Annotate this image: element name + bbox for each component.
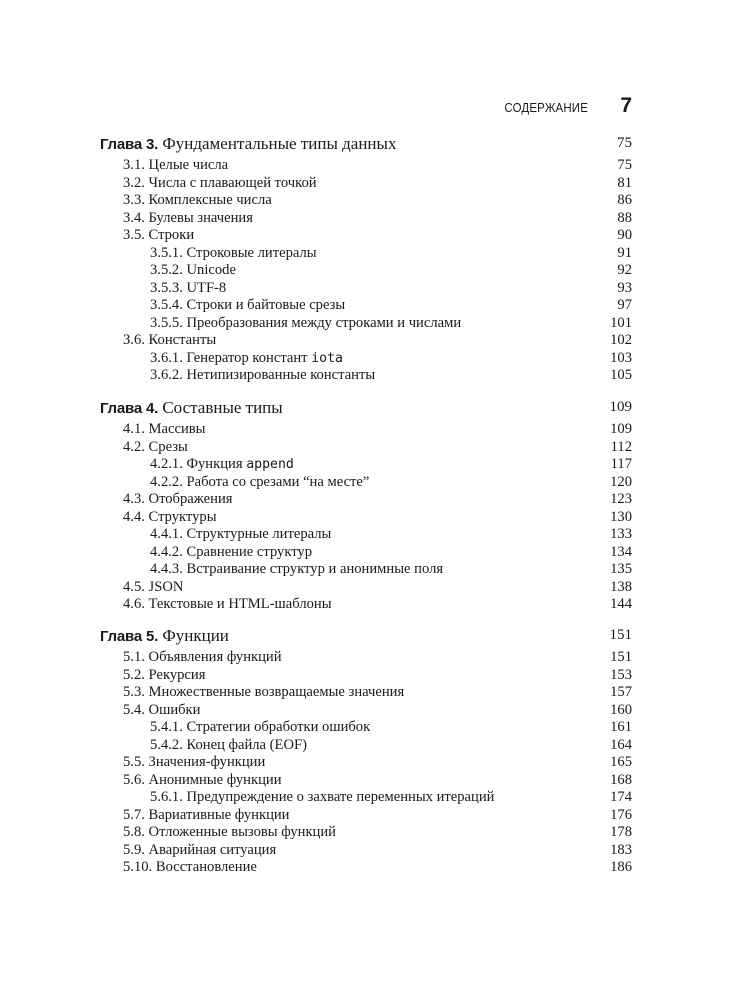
entry-title-text: 5.2. Рекурсия (123, 666, 206, 683)
toc-subsection (150, 315, 632, 333)
entry-page-number: 160 (610, 701, 632, 718)
entry-title-text: 4.4.2. Сравнение структур (150, 543, 313, 560)
entry-title-text: 5.8. Отложенные вызовы функций (123, 824, 336, 840)
entry-title (123, 157, 228, 174)
chapter-label (100, 398, 283, 418)
entry-title (123, 227, 194, 244)
entry-title-text: 3.6.1. Генератор констант (150, 349, 312, 366)
entry-title-text: 5.10. Восстановление (123, 859, 257, 875)
entry-title (150, 561, 443, 578)
entry-page-number: 90 (617, 227, 632, 243)
entry-title (123, 824, 336, 841)
entry-title-text: 5.6. Анонимные функции (123, 771, 282, 788)
entry-title-text: 3.5.1. Строковые литералы (150, 244, 317, 261)
entry-page-number: 117 (610, 456, 632, 472)
entry-page-number: 93 (617, 279, 632, 296)
entry-page-number: 91 (617, 244, 632, 261)
entry-page-number: 105 (610, 367, 632, 383)
entry-page-number: 97 (617, 297, 632, 313)
entry-title-text: 3.5.5. Преобразования между строками и числами (150, 314, 462, 331)
entry-title-text: 5.4.1. Стратегии обработки ошибок (150, 719, 371, 735)
entry-title-text: 5.4. Ошибки (123, 701, 201, 718)
entry-page-number: 86 (617, 192, 632, 208)
entry-page-number: 101 (610, 314, 632, 331)
entry-code-keyword: append (246, 457, 294, 472)
toc-section (123, 667, 632, 685)
toc-subsection (150, 544, 632, 562)
chapter-label (100, 134, 396, 154)
entry-title (123, 754, 265, 771)
toc-subsection (150, 350, 632, 368)
entry-title (123, 596, 332, 613)
entry-page-number: 168 (610, 771, 632, 788)
toc-section (123, 684, 632, 702)
chapter-label (100, 626, 229, 646)
entry-title (150, 367, 375, 384)
chapter-page-number: 151 (609, 627, 632, 643)
entry-page-number: 130 (610, 508, 632, 525)
entry-title-text: 4.3. Отображения (123, 491, 233, 507)
chapter-number: Глава 4. (100, 400, 159, 417)
entry-page-number: 123 (610, 491, 632, 507)
entry-page-number: 178 (610, 824, 632, 840)
toc-subsection (150, 297, 632, 315)
entry-page-number: 102 (610, 332, 632, 348)
chapter-page-number: 109 (609, 399, 632, 415)
entry-page-number: 183 (610, 841, 632, 858)
entry-title-text: 4.4.1. Структурные литералы (150, 526, 332, 542)
chapter-heading (100, 398, 632, 420)
toc-subsection (150, 367, 632, 385)
entry-title (150, 350, 343, 367)
entry-title-text: 3.5.4. Строки и байтовые срезы (150, 297, 346, 313)
entry-title (150, 315, 461, 332)
entry-title (123, 332, 216, 349)
running-head (100, 96, 632, 120)
entry-page-number: 165 (610, 754, 632, 770)
entry-page-number: 164 (610, 736, 632, 753)
entry-page-number: 176 (610, 806, 632, 823)
entry-title (150, 789, 494, 806)
entry-title (150, 456, 294, 473)
chapter-title: Фундаментальные типы данных (162, 134, 397, 153)
entry-page-number: 157 (610, 684, 632, 700)
entry-title (123, 439, 188, 456)
toc-section (123, 579, 632, 597)
entry-title-text: 4.4.3. Встраивание структур и анонимные поля (150, 561, 444, 577)
entry-page-number: 120 (610, 473, 632, 490)
entry-page-number: 134 (610, 543, 632, 560)
toc-subsection (150, 789, 632, 807)
entry-title (123, 649, 282, 666)
entry-page-number: 81 (617, 174, 632, 191)
toc-section (123, 210, 632, 228)
entry-page-number: 174 (610, 789, 632, 805)
entry-title (123, 175, 317, 192)
entry-title-text: 4.2.1. Функция (150, 456, 247, 472)
entry-title (150, 526, 331, 543)
entry-title (123, 509, 217, 526)
entry-page-number: 112 (610, 438, 632, 455)
chapter-heading (100, 626, 632, 648)
entry-title-text: 4.1. Массивы (123, 421, 206, 437)
entry-title (123, 421, 205, 438)
toc-subsection (150, 474, 632, 492)
chapter-title: Функции (162, 626, 229, 645)
toc-subsection (150, 561, 632, 579)
toc-section (123, 702, 632, 720)
entry-title (123, 772, 282, 789)
entry-title (123, 210, 253, 227)
entry-title (123, 842, 276, 859)
toc-subsection (150, 456, 632, 474)
toc-section (123, 824, 632, 842)
toc-section (123, 192, 632, 210)
toc-subsection (150, 526, 632, 544)
toc-subsection (150, 737, 632, 755)
entry-title-text: 3.5.2. Unicode (150, 262, 236, 278)
running-head-label: СОДЕРЖАНИЕ (504, 100, 588, 115)
entry-title-text: 4.4. Структуры (123, 508, 217, 525)
entry-title-text: 3.5. Строки (123, 227, 195, 243)
entry-page-number: 88 (617, 209, 632, 226)
entry-page-number: 109 (610, 421, 632, 437)
toc-section (123, 754, 632, 772)
entry-title (150, 280, 226, 297)
toc-subsection (150, 245, 632, 263)
entry-title (150, 297, 345, 314)
entry-title (123, 684, 404, 701)
chapter-number: Глава 3. (100, 136, 159, 153)
entry-title-text: 4.5. JSON (123, 578, 184, 595)
toc-section (123, 509, 632, 527)
entry-title-text: 3.2. Числа с плавающей точкой (123, 174, 317, 191)
entry-title-text: 5.7. Вариативные функции (123, 806, 290, 823)
toc-section (123, 649, 632, 667)
entry-title (123, 491, 232, 508)
entry-title (150, 262, 236, 279)
entry-title (123, 579, 183, 596)
entry-title-text: 5.4.2. Конец файла (EOF) (150, 736, 307, 753)
toc-section (123, 439, 632, 457)
entry-title (150, 737, 307, 754)
entry-title (123, 192, 272, 209)
toc-subsection (150, 280, 632, 298)
entry-page-number: 92 (617, 262, 632, 278)
entry-title (123, 667, 205, 684)
entry-title-text: 5.9. Аварийная ситуация (123, 841, 277, 858)
page-number: 7 (620, 94, 632, 117)
toc-section (123, 421, 632, 439)
entry-page-number: 186 (610, 859, 632, 875)
entry-page-number: 133 (610, 526, 632, 542)
entry-title-text: 4.2. Срезы (123, 438, 188, 455)
toc-section (123, 227, 632, 245)
toc-section (123, 842, 632, 860)
entry-title-text: 3.5.3. UTF-8 (150, 279, 227, 296)
toc-section (123, 175, 632, 193)
entry-title (150, 544, 312, 561)
toc-section (123, 157, 632, 175)
toc-section (123, 596, 632, 614)
entry-page-number: 138 (610, 578, 632, 595)
toc-subsection (150, 262, 632, 280)
chapter-number: Глава 5. (100, 628, 159, 645)
entry-title-text: 4.2.2. Работа со срезами “на месте” (150, 473, 370, 490)
entry-page-number: 135 (610, 561, 632, 577)
entry-page-number: 75 (617, 157, 632, 173)
toc-section (123, 807, 632, 825)
entry-title-text: 5.6.1. Предупреждение о захвате переменных итераций (150, 789, 495, 805)
entry-title-text: 5.3. Множественные возвращаемые значения (123, 684, 405, 700)
entry-title-text: 5.1. Объявления функций (123, 649, 282, 665)
entry-title (150, 719, 370, 736)
entry-title (123, 807, 290, 824)
entry-title-text: 4.6. Текстовые и HTML-шаблоны (123, 596, 332, 612)
entry-title (123, 859, 257, 876)
toc-section (123, 491, 632, 509)
chapter-title: Составные типы (162, 398, 283, 417)
entry-title-text: 3.6. Константы (123, 332, 217, 348)
entry-title-text: 3.1. Целые числа (123, 157, 229, 173)
toc-subsection (150, 719, 632, 737)
entry-page-number: 151 (610, 649, 632, 665)
entry-page-number: 144 (610, 596, 632, 612)
entry-title (150, 245, 317, 262)
toc-section (123, 859, 632, 877)
entry-title (150, 474, 369, 491)
chapter-page-number: 75 (617, 135, 632, 151)
entry-page-number: 161 (610, 719, 632, 735)
entry-title (123, 702, 200, 719)
entry-title-text: 5.5. Значения-функции (123, 754, 266, 770)
entry-title-text: 3.6.2. Нетипизированные константы (150, 367, 376, 383)
toc-section (123, 772, 632, 790)
entry-page-number: 153 (610, 666, 632, 683)
entry-page-number: 103 (610, 349, 632, 366)
entry-code-keyword: iota (311, 350, 343, 366)
chapter-heading (100, 134, 632, 156)
entry-title-text: 3.4. Булевы значения (123, 209, 253, 226)
toc-section (123, 332, 632, 350)
entry-title-text: 3.3. Комплексные числа (123, 192, 272, 208)
